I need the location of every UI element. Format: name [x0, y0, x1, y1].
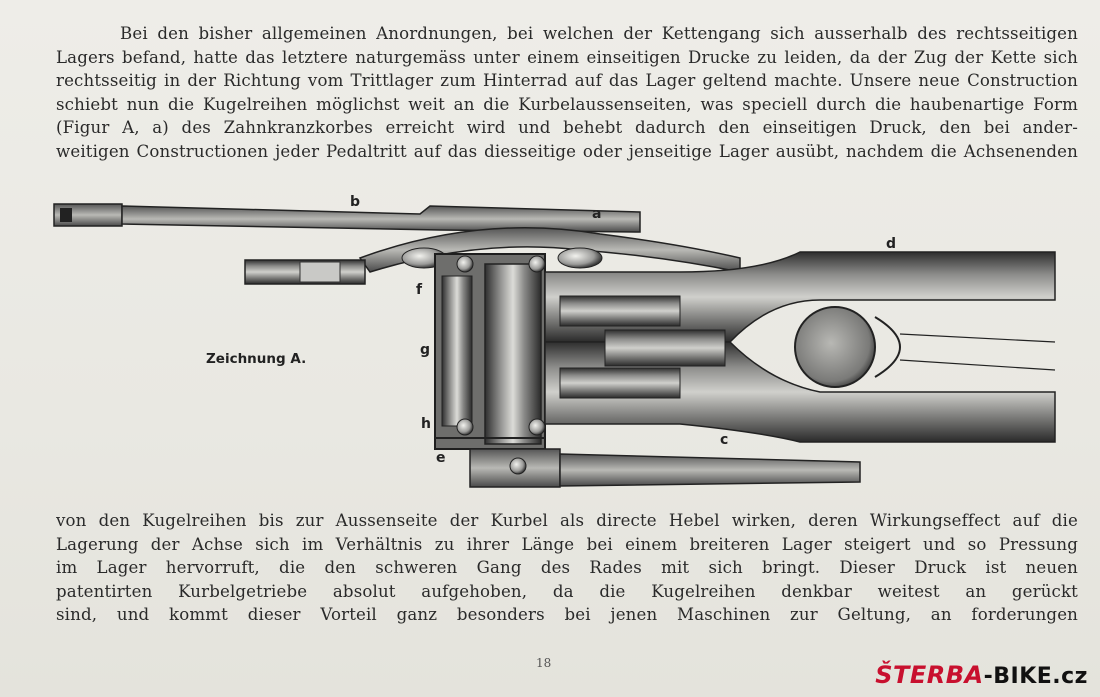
text-line: Lagerung der Achse sich im Verhältnis zu ihrer Länge bei einem breiteren Lager steigert und so Pressung: [56, 534, 1078, 554]
label-d: d: [886, 236, 897, 252]
site-watermark: [875, 661, 1088, 689]
label-f: f: [416, 282, 423, 298]
label-a: a: [592, 206, 602, 222]
text-line: sind, und kommt dieser Vorteil ganz besonders bei jenen Maschinen zur Geltung, an forderungen: [56, 605, 1078, 625]
crank-arm-lower: [470, 449, 860, 487]
page-number: 18: [536, 656, 552, 670]
text-line: patentirten Kurbelgetriebe absolut aufgehoben, da die Kugelreihen denkbar weitest an gerückt: [56, 581, 1078, 601]
watermark-part2: -BIKE.cz: [983, 664, 1088, 689]
text-line: im Lager hervorruft, die den schweren Gang des Rades mit sich bringt. Dieser Druck ist neuen: [56, 558, 1078, 578]
paragraph-top: [56, 22, 1078, 164]
label-h: h: [421, 416, 431, 432]
chainring-cover-a: [360, 228, 740, 272]
crank-arm-b: [54, 204, 640, 232]
paragraph-bottom: [56, 509, 1078, 627]
text-line: Lagers befand, hatte das letztere naturgemäss unter einem einseitigen Drucke zu leiden, da der Zug der Kette sich: [56, 47, 1078, 67]
text-line: von den Kugelreihen bis zur Aussenseite der Kurbel als directe Hebel wirken, deren Wirkungseffect auf die: [56, 511, 1078, 530]
text-line: (Figur A, a) des Zahnkranzkorbes erreicht wird und behebt dadurch den einseitigen Druck, den bei ander-: [56, 118, 1078, 138]
technical-drawing: [40, 192, 1070, 492]
text-line: schiebt nun die Kugelreihen möglichst weit an die Kurbelaussenseiten, was speciell durch die haubenartige Form: [56, 94, 1078, 114]
figure-caption: Zeichnung A.: [206, 351, 307, 367]
text-line: Bei den bisher allgemeinen Anordnungen, bei welchen der Kettengang sich ausserhalb des rechtsseitigen: [120, 24, 1078, 43]
label-b: b: [350, 194, 361, 210]
label-c: c: [720, 432, 729, 448]
rear-axle: [795, 307, 1055, 387]
left-hub: [245, 260, 365, 284]
bottom-bracket-shell: [435, 254, 545, 449]
watermark-part1: ŠTERBA: [875, 661, 984, 689]
label-e: e: [436, 450, 446, 466]
text-line: weitigen Constructionen jeder Pedaltritt auf das diesseitige oder jenseitige Lager ausübt, nachdem die Achsenenden: [56, 141, 1078, 161]
label-g: g: [420, 342, 431, 358]
text-line: rechtsseitig in der Richtung vom Trittlager zum Hinterrad auf das Lager geltend machte. Unsere neue Construction: [56, 71, 1078, 91]
crank-bearing-drawing: [40, 192, 1070, 492]
